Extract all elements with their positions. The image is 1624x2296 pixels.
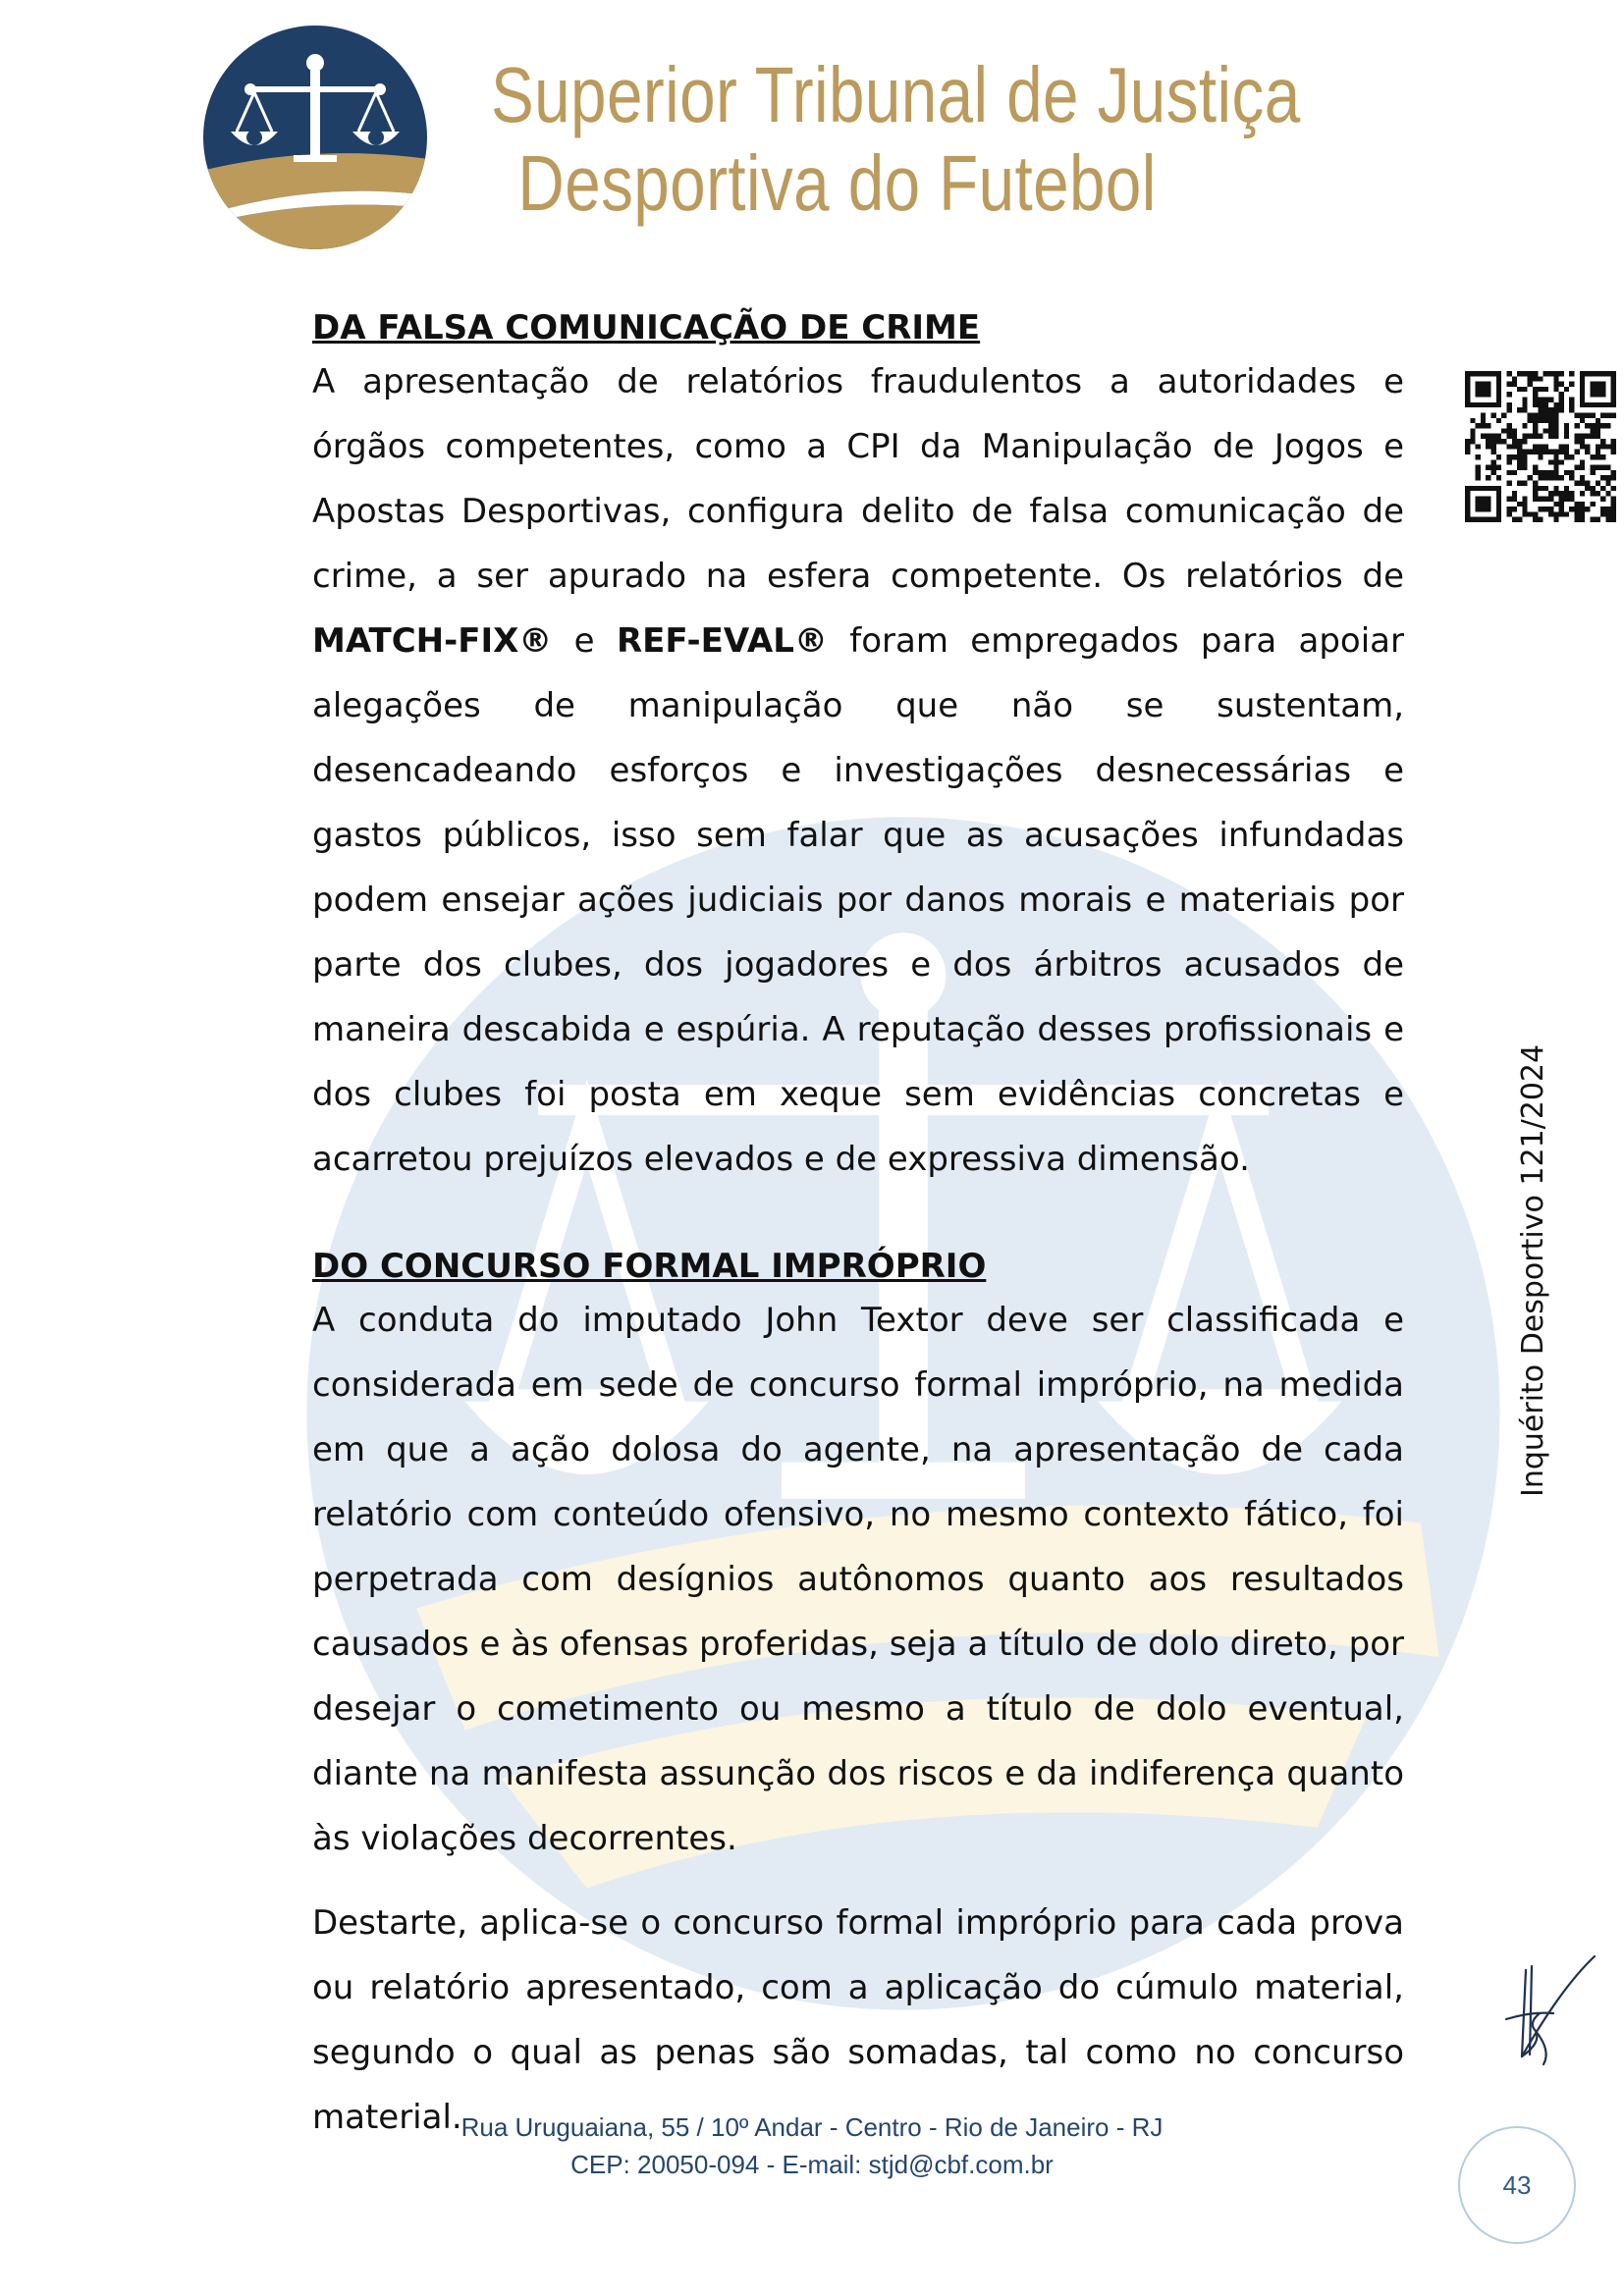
trademark-match-fix: MATCH-FIX® (312, 621, 553, 661)
paragraph-text: foram empregados para apoiar alegações de manipulação que não se sustentam, desencadeando esforços e investigações desnecessárias e gastos públicos, isso sem falar que as acusações infundadas podem ensejar ações judiciais por danos morais e materiais por parte dos clubes, dos jogadores e dos árbitros acusados de maneira descabida e espúria. A reputação desses profissionais e dos clubes foi posta em xeque sem evidências concretas e acarretou prejuízos elevados e de expressiva dimensão. (312, 621, 1404, 1179)
footer (0, 2109, 1624, 2183)
footer-contact: CEP: 20050-094 - E-mail: stjd@cbf.com.br (570, 2150, 1054, 2179)
page-number: 43 (1458, 2126, 1576, 2244)
footer-address: Rua Uruguaiana, 55 / 10º Andar - Centro - Rio de Janeiro - RJ (460, 2112, 1164, 2142)
organization-name-line2: Desportiva do Futebol (517, 139, 1157, 227)
document-body (312, 306, 1404, 2150)
signature-icon (1492, 1949, 1600, 2081)
paragraph-formal-concurrence-2: Destarte, aplica-se o concurso formal impróprio para cada prova ou relatório apresentado, com a aplicação do cúmulo material, segundo o qual as penas são somadas, tal como no concurso material. (312, 1903, 1404, 2137)
paragraph-formal-concurrence-1: A conduta do imputado John Textor deve ser classificada e considerada em sede de concurso formal impróprio, na medida em que a ação dolosa do agente, na apresentação de cada relatório com conteúdo ofensivo, no mesmo contexto fático, foi perpetrada com desígnios autônomos quanto aos resultados causados e às ofensas proferidas, seja a título de dolo direto, por desejar o cometimento ou mesmo a título de dolo eventual, diante na manifesta assunção dos riscos e da indiferença quanto às violações decorrentes. (312, 1301, 1404, 1858)
organization-name-line1: Superior Tribunal de Justiça (491, 51, 1301, 138)
trademark-ref-eval: REF-EVAL® (616, 621, 828, 661)
logo-emblem-icon (201, 24, 429, 251)
paragraph-false-communication (312, 349, 1404, 1192)
paragraph-text: A apresentação de relatórios fraudulentos a autoridades e órgãos competentes, como a CPI da Manipulação de Jogos e Apostas Desportivas, configura delito de falsa comunicação de crime, a ser apurado na esfera competente. Os relatórios de (312, 362, 1404, 596)
paragraph-text: e (552, 621, 617, 661)
section-heading-formal-concurrence: DO CONCURSO FORMAL IMPRÓPRIO (312, 1247, 987, 1286)
organization-name (491, 51, 1301, 228)
case-reference-vertical: Inquérito Desportivo 121/2024 (1516, 1043, 1550, 1497)
section-heading-false-communication: DA FALSA COMUNICAÇÃO DE CRIME (312, 308, 981, 347)
qr-code-icon (1465, 371, 1616, 522)
